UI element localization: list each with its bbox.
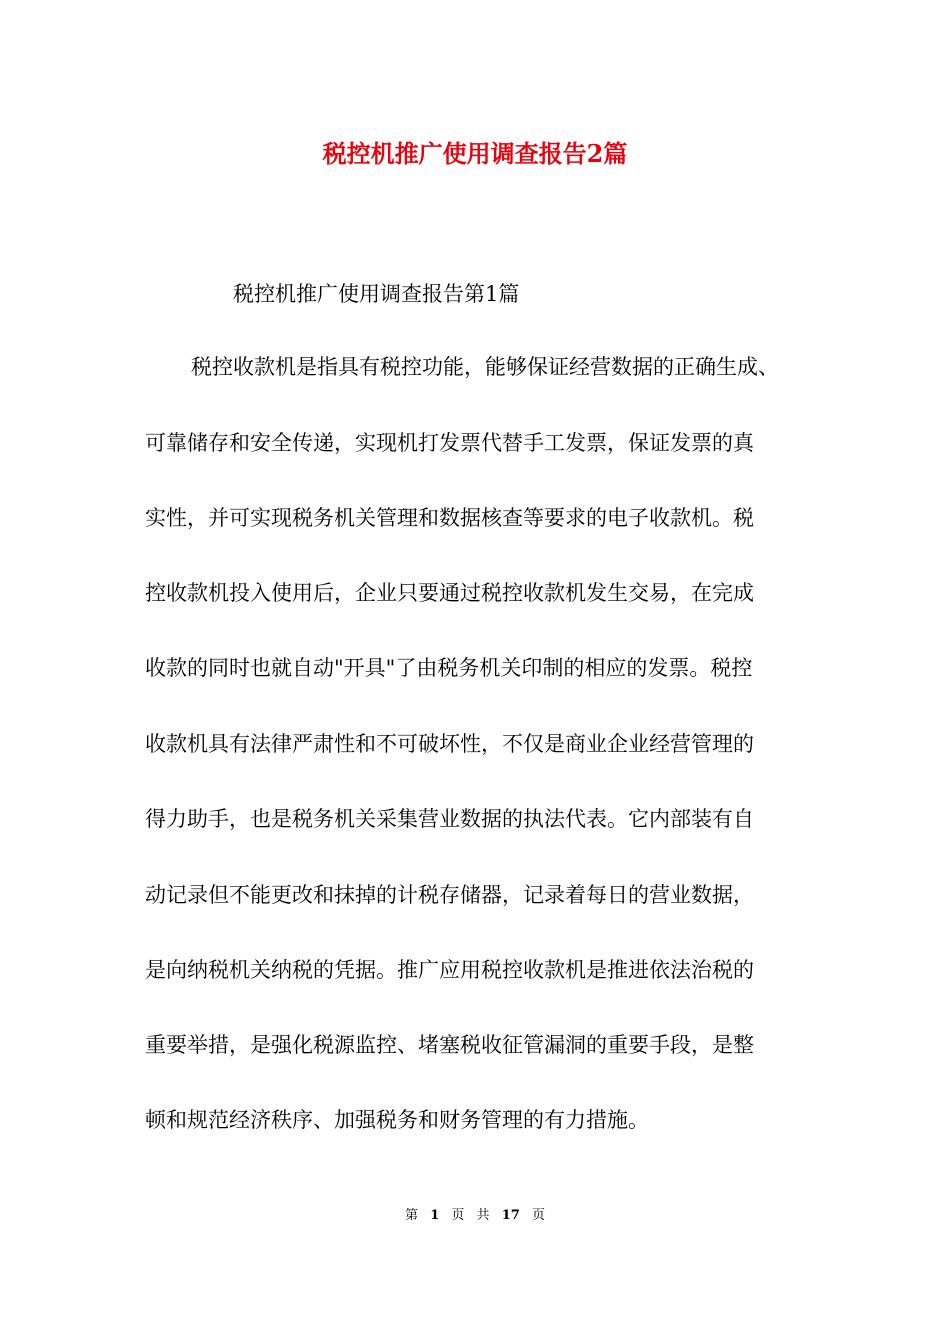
body-line: 税控收款机是指具有税控功能，能够保证经营数据的正确生成、 — [191, 355, 779, 379]
body-line: 是向纳税机关纳税的凭据。推广应用税控收款机是推进依法治税的 — [145, 958, 754, 982]
body-line: 实性，并可实现税务机关管理和数据核查等要求的电子收款机。税 — [145, 506, 754, 530]
body-line: 重要举措，是强化税源监控、堵塞税收征管漏洞的重要手段，是整 — [145, 1033, 754, 1057]
page-footer — [0, 1206, 950, 1226]
footer-total-word: 共 — [476, 1208, 490, 1223]
body-line: 得力助手，也是税务机关采集营业数据的执法代表。它内部装有自 — [145, 807, 754, 831]
document-title: 税控机推广使用调查报告2篇 — [322, 139, 628, 168]
body-line: 顿和规范经济秩序、加强税务和财务管理的有力措施。 — [145, 1108, 649, 1132]
current-page-number: 1 — [430, 1208, 440, 1223]
footer-suffix: 页 — [531, 1208, 545, 1223]
body-line: 动记录但不能更改和抹掉的计税存储器，记录着每日的营业数据， — [145, 883, 754, 907]
footer-page-word: 页 — [451, 1208, 465, 1223]
body-line: 可靠储存和安全传递，实现机打发票代替手工发票，保证发票的真 — [145, 431, 754, 455]
section-heading: 税控机推广使用调查报告第1篇 — [233, 282, 520, 306]
body-line: 收款的同时也就自动"开具"了由税务机关印制的相应的发票。税控 — [145, 656, 753, 680]
body-line: 控收款机投入使用后，企业只要通过税控收款机发生交易，在完成 — [145, 581, 754, 605]
body-line: 收款机具有法律严肃性和不可破坏性，不仅是商业企业经营管理的 — [145, 732, 754, 756]
footer-prefix: 第 — [405, 1208, 419, 1223]
total-pages-number: 17 — [501, 1208, 520, 1223]
